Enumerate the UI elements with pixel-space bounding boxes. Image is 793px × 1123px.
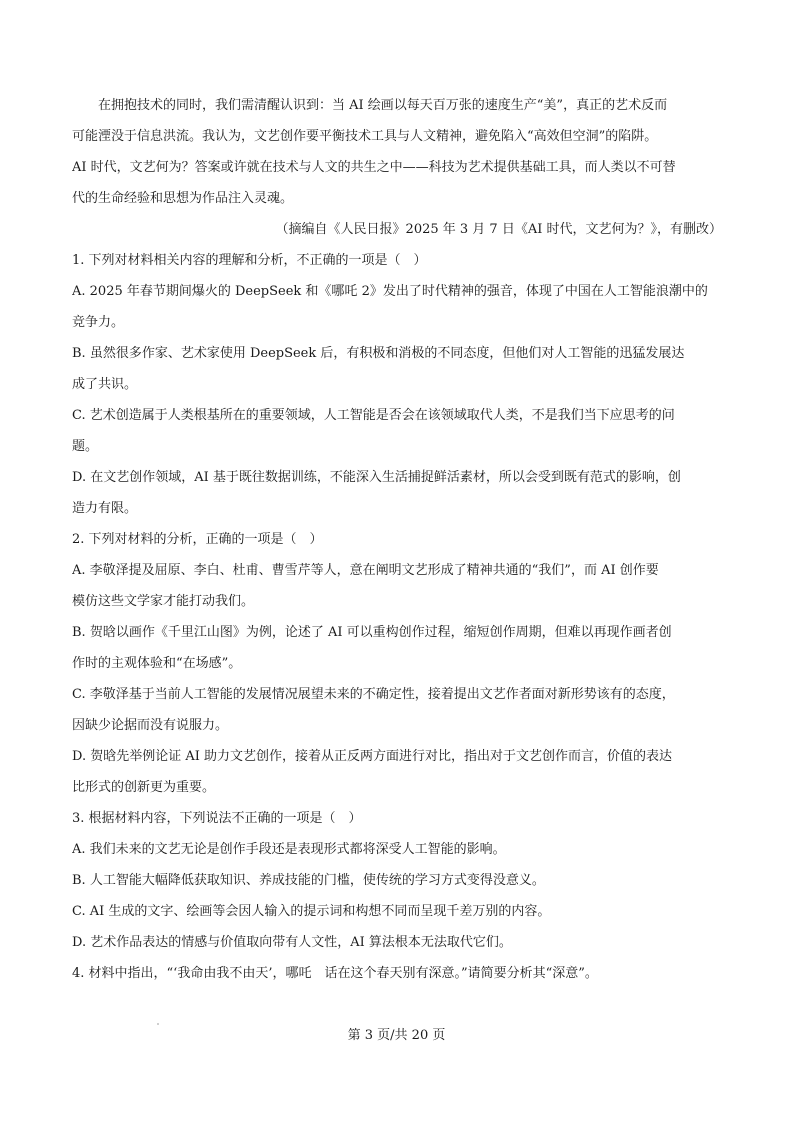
question-1-option-d: D. 在文艺创作领域，AI 基于既往数据训练，不能深入生活捕捉鲜活素材，所以会受到既有范式的影响，创 <box>72 470 681 485</box>
passage-line: 在拥抱技术的同时，我们需清醒认识到：当 AI 绘画以每天百万张的速度生产“美”，真正的艺术反而 <box>98 98 668 113</box>
question-1-option-a-cont: 竞争力。 <box>72 315 125 330</box>
question-1-stem: 1. 下列对材料相关内容的理解和分析，不正确的一项是（ ） <box>72 253 427 268</box>
question-4-stem: 4. 材料中指出，“‘我命由我不由天’，哪吒 话在这个春天别有深意。”请简要分析其“深意”。 <box>72 966 598 981</box>
question-2-stem: 2. 下列对材料的分析，正确的一项是（ ） <box>72 532 323 547</box>
question-2-option-c-cont: 因缺少论据而没有说服力。 <box>72 718 229 733</box>
passage-line: AI 时代，文艺何为？答案或许就在技术与人文的共生之中——科技为艺术提供基础工具，而人类以不可替 <box>72 160 676 175</box>
question-1-option-d-cont: 造力有限。 <box>72 501 138 516</box>
passage-line: 代的生命经验和思想为作品注入灵魂。 <box>72 191 294 206</box>
question-2-option-d: D. 贺晗先举例论证 AI 助力文艺创作，接着从正反两方面进行对比，指出对于文艺创作而言，价值的表达 <box>72 749 673 764</box>
passage-line: 可能湮没于信息洪流。我认为，文艺创作要平衡技术工具与人文精神，避免陷入“高效但空洞”的陷阱。 <box>72 129 658 144</box>
question-1-option-c: C. 艺术创造属于人类根基所在的重要领域，人工智能是否会在该领域取代人类，不是我们当下应思考的问 <box>72 408 675 423</box>
question-2-option-c: C. 李敬泽基于当前人工智能的发展情况展望未来的不确定性，接着提出文艺作者面对新形势该有的态度， <box>72 687 675 702</box>
question-2-option-b: B. 贺晗以画作《千里江山图》为例，论述了 AI 可以重构创作过程，缩短创作周期，但难以再现作画者创 <box>72 625 672 640</box>
question-2-option-d-cont: 比形式的创新更为重要。 <box>72 780 216 795</box>
source-citation: （摘编自《人民日报》2025 年 3 月 7 日《AI 时代，文艺何为？》，有删改） <box>275 222 722 237</box>
question-3-option-c: C. AI 生成的文字、绘画等会因人输入的提示词和构想不同而呈现千差万别的内容。 <box>72 904 551 919</box>
question-3-option-a: A. 我们未来的文艺无论是创作手段还是表现形式都将深受人工智能的影响。 <box>72 842 506 857</box>
question-3-option-b: B. 人工智能大幅降低获取知识、养成技能的门槛，使传统的学习方式变得没意义。 <box>72 873 545 888</box>
question-2-option-b-cont: 作时的主观体验和“在场感”。 <box>72 656 242 671</box>
question-1-option-a: A. 2025 年春节期间爆火的 DeepSeek 和《哪吒 2》发出了时代精神的强音，体现了中国在人工智能浪潮中的 <box>72 284 708 299</box>
question-3-option-d: D. 艺术作品表达的情感与价值取向带有人文性，AI 算法根本无法取代它们。 <box>72 935 512 950</box>
question-2-option-a: A. 李敬泽提及屈原、李白、杜甫、曹雪芹等人，意在阐明文艺形成了精神共通的“我们”，而 AI 创作要 <box>72 563 659 578</box>
question-1-option-b-cont: 成了共识。 <box>72 377 138 392</box>
question-1-option-c-cont: 题。 <box>72 439 99 454</box>
question-2-option-a-cont: 模仿这些文学家才能打动我们。 <box>72 594 255 609</box>
question-1-option-b: B. 虽然很多作家、艺术家使用 DeepSeek 后，有积极和消极的不同态度，但他们对人工智能的迅猛发展达 <box>72 346 685 361</box>
page-content <box>72 90 724 989</box>
question-3-stem: 3. 根据材料内容，下列说法不正确的一项是（ ） <box>72 811 362 826</box>
page-number: 第 3 页/共 20 页 <box>347 1028 446 1043</box>
